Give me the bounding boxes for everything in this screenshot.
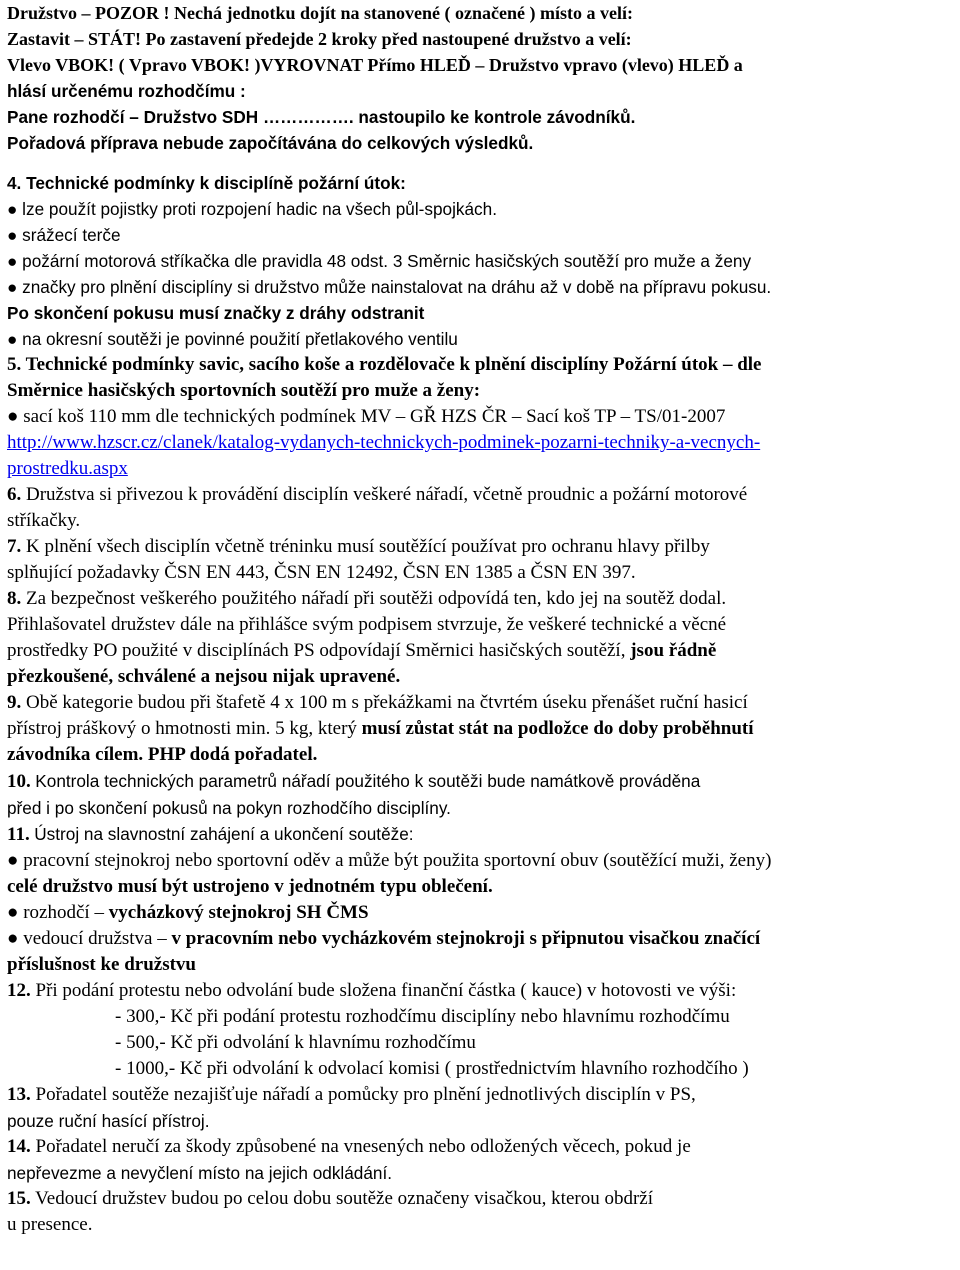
section-11-bullet-3 — [7, 926, 956, 952]
section-8-line-2: Přihlašovatel družstev dále na přihlášce svým podpisem stvrzuje, že veškeré technické a věcné — [7, 614, 727, 635]
section-7-line-2: splňující požadavky ČSN EN 443, ČSN EN 12492, ČSN EN 1385 a ČSN EN 397. — [7, 562, 636, 583]
section-11-text-1: Ústroj na slavnostní zahájení a ukončení soutěže: — [34, 824, 414, 844]
section-8-line-4: přezkoušené, schválené a nejsou nijak upravené. — [7, 666, 401, 687]
section-11-line-1 — [7, 821, 956, 848]
section-11-bullet-1: ● pracovní stejnokroj nebo sportovní oděv a může být použita sportovní obuv (soutěžící muži, ženy) — [7, 850, 772, 871]
section-11-bullet-3c: příslušnost ke družstvu — [7, 954, 196, 975]
section-14-line-2: nepřevezme a nevyčlení místo na jejich odkládání. — [7, 1163, 393, 1183]
section-12-item-3: - 1000,- Kč při odvolání k odvolací komisi ( prostřednictvím hlavního rozhodčího ) — [115, 1058, 749, 1079]
section-15-text-1: Vedoucí družstev budou po celou dobu soutěže označeny visačkou, kterou obdrží — [35, 1188, 654, 1209]
section-11-bullet-1-bold: celé družstvo musí být ustrojeno v jednotném typu oblečení. — [7, 876, 493, 897]
section-6-line-1 — [7, 482, 956, 508]
section-15-line-2: u presence. — [7, 1214, 93, 1235]
section-11-number: 11. — [7, 824, 30, 845]
section-8-text-3a: prostředky PO použité v disciplínách PS odpovídají Směrnici hasičských soutěží, — [7, 640, 631, 661]
section-9-line-1 — [7, 690, 956, 716]
section-11-bullet-3b: v pracovním nebo vycházkovém stejnokroji s připnutou visačkou značící — [171, 928, 761, 949]
section-11-bullet-2a: ● rozhodčí – — [7, 902, 109, 923]
intro-line-1: Družstvo – POZOR ! Nechá jednotku dojít na stanovené ( označené ) místo a velí: — [7, 3, 633, 23]
section-8-number: 8. — [7, 588, 22, 609]
section-5-link-line-1[interactable]: http://www.hzscr.cz/clanek/katalog-vydanych-technickych-podminek-pozarni-techniky-a-vecnych- — [7, 432, 761, 453]
section-7-number: 7. — [7, 536, 22, 557]
intro-line-2: Zastavit – STÁT! Po zastavení předejde 2 kroky před nastoupené družstvo a velí: — [7, 29, 632, 49]
section-4-bullet-6: ● na okresní soutěži je povinné použití přetlakového ventilu — [7, 329, 458, 349]
section-4-heading: 4. Technické podmínky k disciplíně požární útok: — [7, 173, 406, 193]
section-12-item-2: - 500,- Kč při odvolání k hlavnímu rozhodčímu — [115, 1032, 476, 1053]
section-4-bullet-4: ● značky pro plnění disciplíny si družstvo může nainstalovat na dráhu až v době na přípravu pokusu. — [7, 277, 772, 297]
section-10-line-2: před i po skončení pokusů na pokyn rozhodčího disciplíny. — [7, 798, 451, 818]
section-5-link-cont[interactable] — [7, 456, 956, 482]
section-6-line-2: stříkačky. — [7, 510, 81, 531]
section-9-line-3: závodníka cílem. PHP dodá pořadatel. — [7, 744, 318, 765]
section-13-line-1 — [7, 1082, 956, 1108]
section-6-number: 6. — [7, 484, 22, 505]
section-10-text-1: Kontrola technických parametrů nářadí použitého k soutěži bude namátkově prováděna — [35, 771, 701, 791]
section-12-line-1 — [7, 978, 956, 1004]
section-5-heading-1 — [7, 352, 956, 378]
section-13-text-1: Pořadatel soutěže nezajišťuje nářadí a pomůcky pro plnění jednotlivých disciplín v PS, — [35, 1084, 696, 1105]
section-13-number: 13. — [7, 1084, 31, 1105]
section-4-bullet-3 — [7, 248, 956, 274]
section-5-bullet-1: ● sací koš 110 mm dle technických podmínek MV – GŘ HZS ČR – Sací koš TP – TS/01-2007 — [7, 406, 726, 427]
section-6-text-1: Družstva si přivezou k provádění disciplín veškeré nářadí, včetně proudnic a požární motorové — [26, 484, 748, 505]
section-12-item-1: - 300,- Kč při podání protestu rozhodčímu disciplíny nebo hlavnímu rozhodčímu — [115, 1006, 730, 1027]
section-14-number: 14. — [7, 1136, 31, 1157]
section-8-text-1: Za bezpečnost veškerého použitého nářadí při soutěži odpovídá ten, kdo jej na soutěž dodal. — [26, 588, 727, 609]
section-13-line-2: pouze ruční hasící přístroj. — [7, 1111, 210, 1131]
section-9-line-2 — [7, 716, 956, 742]
section-14-line-1 — [7, 1134, 956, 1160]
section-4-bullet-3b: 3 Směrnic hasičských soutěží pro muže a ženy — [388, 251, 752, 271]
section-10-line-1 — [7, 768, 956, 795]
section-7-text-1: K plnění všech disciplín včetně tréninku musí soutěžící používat pro ochranu hlavy přilby — [26, 536, 710, 557]
section-4-bullet-2: ● srážecí terče — [7, 225, 121, 245]
section-15-line-1 — [7, 1186, 956, 1212]
section-11-bullet-3a: ● vedoucí družstva – — [7, 928, 172, 949]
section-5-heading-text: Technické podmínky savic, sacího koše a rozdělovače k plnění disciplíny Požární útok – dle — [25, 354, 762, 375]
section-9-text-2a: přístroj práškový o hmotnosti min. 5 kg, který — [7, 718, 362, 739]
section-4-bullet-5: Po skončení pokusu musí značky z dráhy odstranit — [7, 303, 425, 323]
section-9-text-1: Obě kategorie budou při štafetě 4 x 100 m s překážkami na čtvrtém úseku přenášet ruční hasicí — [26, 692, 748, 713]
section-14-text-1: Pořadatel neručí za škody způsobené na vnesených nebo odložených věcech, pokud je — [35, 1136, 691, 1157]
section-11-bullet-2 — [7, 900, 956, 926]
section-11-bullet-2b: vycházkový stejnokroj SH ČMS — [108, 902, 369, 923]
section-4-bullet-3a: ● požární motorová stříkačka dle pravidla 48 odst. — [7, 251, 389, 271]
section-5-number: 5. — [7, 354, 22, 375]
section-8-line-3 — [7, 638, 956, 664]
intro-line-6: Pořadová příprava nebude započítávána do celkových výsledků. — [7, 133, 534, 153]
section-10-number: 10. — [7, 771, 31, 792]
section-7-line-1 — [7, 534, 956, 560]
section-12-number: 12. — [7, 980, 31, 1001]
section-5-heading-2: Směrnice hasičských sportovních soutěží pro muže a ženy: — [7, 380, 481, 401]
section-9-text-2b: musí zůstat stát na podložce do doby proběhnutí — [361, 718, 754, 739]
section-15-number: 15. — [7, 1188, 31, 1209]
section-8-text-3b: jsou řádně — [630, 640, 717, 661]
section-12-text-1: Při podání protestu nebo odvolání bude složena finanční částka ( kauce) v hotovosti ve výši: — [35, 980, 737, 1001]
section-5-link-line-2[interactable]: prostredku.aspx — [7, 458, 128, 479]
intro-line-5: Pane rozhodčí – Družstvo SDH ……………. nastoupilo ke kontrole závodníků. — [7, 107, 636, 127]
section-5-link[interactable] — [7, 430, 956, 456]
section-4-bullet-1: ● lze použít pojistky proti rozpojení hadic na všech půl-spojkách. — [7, 199, 497, 219]
section-9-number: 9. — [7, 692, 22, 713]
intro-line-4: hlásí určenému rozhodčímu : — [7, 81, 246, 101]
intro-line-3: Vlevo VBOK! ( Vpravo VBOK! )VYROVNAT Přímo HLEĎ – Družstvo vpravo (vlevo) HLEĎ a — [7, 55, 743, 75]
section-8-line-1 — [7, 586, 956, 612]
